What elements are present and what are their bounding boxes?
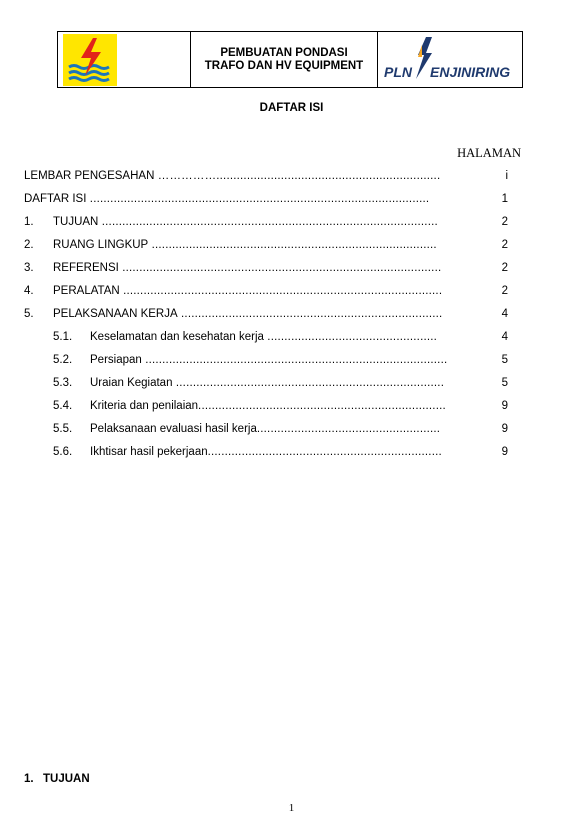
toc-entry: [24, 306, 508, 322]
section-heading: [24, 773, 90, 785]
toc-entry: [24, 260, 508, 276]
toc-entry-leader: ……………..................................................................: [154, 170, 441, 182]
toc-entry-text: [90, 329, 449, 345]
toc-entry-leader: ..............................................................................................: [119, 285, 443, 297]
toc-entry-label: REFERENSI: [53, 262, 119, 274]
toc-entry-page: 9: [501, 423, 508, 435]
pln-lightning-logo-icon: [63, 34, 117, 86]
toc-entry-leader: .........................................................................: [198, 400, 446, 412]
toc-entry-text: [90, 444, 449, 460]
toc-entry-label: Uraian Kegiatan: [90, 377, 173, 389]
toc-entry-page: i: [505, 170, 508, 182]
toc-entry: [24, 398, 508, 414]
toc-entry-page: 2: [501, 262, 508, 274]
toc-entry-leader: ......................................................: [256, 423, 441, 435]
toc-entry-text: [90, 421, 449, 437]
toc-entry-page: 4: [501, 308, 508, 320]
toc-entry-leader: ...............................................................................: [172, 377, 445, 389]
pln-enjiniring-logo-icon: [382, 35, 520, 85]
toc-entry-page: 2: [501, 239, 508, 251]
toc-entry-number: 4.: [24, 285, 34, 297]
toc-entry: [24, 214, 508, 230]
toc-entry-text: [90, 398, 449, 414]
toc-entry-leader: ....................................................................................................: [86, 193, 430, 205]
toc-entry: [24, 444, 508, 460]
header-title-line1: PEMBUATAN PONDASI: [220, 46, 348, 59]
toc-entry-number: 5.1.: [53, 331, 73, 343]
toc-entry-leader: .............................................................................: [177, 308, 443, 320]
toc-entry-text: [90, 352, 449, 368]
toc-entry: [24, 191, 508, 207]
document-header-table: [57, 31, 523, 88]
toc-entry-leader: .....................................................................: [207, 446, 442, 458]
toc-entry-number: 2.: [24, 239, 34, 251]
header-title-line2: TRAFO DAN HV EQUIPMENT: [204, 59, 364, 72]
toc-entry-label: PELAKSANAAN KERJA: [53, 308, 178, 320]
toc-entry-label: Pelaksanaan evaluasi hasil kerja: [90, 423, 257, 435]
toc-entry-leader: .........................................................................................: [141, 354, 448, 366]
toc-entry-label: Keselamatan dan kesehatan kerja: [90, 331, 264, 343]
toc-entry: [24, 352, 508, 368]
toc-entry-number: 3.: [24, 262, 34, 274]
toc-entry-text: [90, 375, 449, 391]
section-title: TUJUAN: [43, 773, 90, 785]
toc-entry-leader: ..................................................: [263, 331, 438, 343]
toc-entry-label: Persiapan: [90, 354, 142, 366]
toc-entry: [24, 283, 508, 299]
toc-entry: [24, 375, 508, 391]
toc-entry: [24, 421, 508, 437]
section-number: 1.: [24, 773, 34, 785]
toc-entry-page: 5: [501, 377, 508, 389]
toc-page-column-label: HALAMAN: [457, 146, 521, 160]
toc-entry-leader: ....................................................................................: [148, 239, 437, 251]
toc-entry-label: LEMBAR PENGESAHAN: [24, 170, 155, 182]
logo-text-pln: PLN: [384, 64, 412, 80]
toc-entry-page: 9: [501, 400, 508, 412]
toc-entry-number: 5.5.: [53, 423, 73, 435]
toc-entry-label: Ikhtisar hasil pekerjaan: [90, 446, 208, 458]
logo-text-enjiniring: ENJINIRING: [430, 64, 511, 80]
toc-entry-number: 1.: [24, 216, 34, 228]
toc-entry-label: RUANG LINGKUP: [53, 239, 149, 251]
toc-entry-label: Kriteria dan penilaian: [90, 400, 199, 412]
toc-entry-text: [53, 283, 449, 299]
toc-entry-text: [53, 237, 449, 253]
header-right-logo-cell: [378, 32, 522, 87]
header-left-logo-cell: [58, 32, 191, 87]
toc-entry-number: 5.: [24, 308, 34, 320]
page-number: 1: [288, 802, 295, 814]
toc-entry-text: [24, 168, 449, 184]
toc-entry-number: 5.3.: [53, 377, 73, 389]
toc-entry-leader: ...................................................................................................: [98, 216, 438, 228]
toc-entry-label: TUJUAN: [53, 216, 99, 228]
toc-title: DAFTAR ISI: [259, 102, 324, 114]
toc-entry-label: DAFTAR ISI: [24, 193, 87, 205]
toc-entry-page: 1: [501, 193, 508, 205]
header-title-cell: [191, 32, 378, 87]
toc-entry-page: 2: [501, 216, 508, 228]
toc-entry: [24, 237, 508, 253]
toc-entry-number: 5.6.: [53, 446, 73, 458]
toc-entry-number: 5.4.: [53, 400, 73, 412]
toc-entry-page: 2: [501, 285, 508, 297]
toc-entry-page: 4: [501, 331, 508, 343]
toc-entry: [24, 168, 508, 184]
toc-entry-text: [24, 191, 449, 207]
toc-entry-page: 9: [501, 446, 508, 458]
toc-entry-text: [53, 260, 449, 276]
toc-entry-text: [53, 214, 449, 230]
toc-entry-page: 5: [501, 354, 508, 366]
toc-entry-text: [53, 306, 449, 322]
toc-entry-leader: ..............................................................................................: [118, 262, 442, 274]
toc-entry-number: 5.2.: [53, 354, 73, 366]
toc-entry: [24, 329, 508, 345]
toc-entry-label: PERALATAN: [53, 285, 120, 297]
